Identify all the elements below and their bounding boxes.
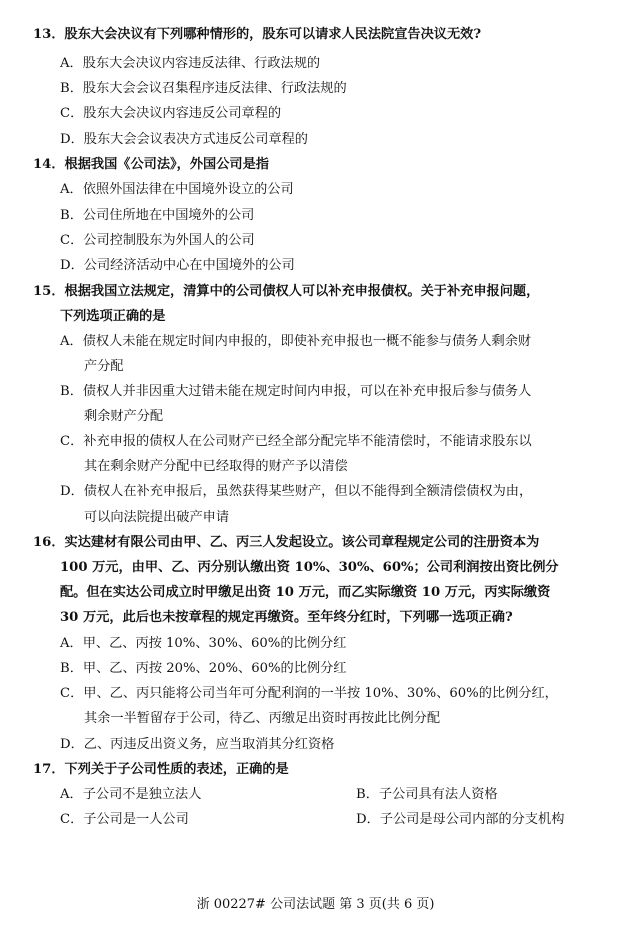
question-16-option-a: A．甲、乙、丙按 10%、30%、60%的比例分红 [60, 636, 347, 651]
question-17-option-d: D．子公司是母公司内部的分支机构 [356, 812, 565, 827]
question-17-option-a: A．子公司不是独立法人 [60, 787, 202, 802]
question-16-stem: 16．实达建材有限公司由甲、乙、丙三人发起设立。该公司章程规定公司的注册资本为 [33, 535, 540, 550]
question-16-option-d: D．乙、丙违反出资义务，应当取消其分红资格 [60, 737, 335, 752]
question-15-option-b: B．债权人并非因重大过错未能在规定时间内申报，可以在补充申报后参与债务人 [60, 384, 532, 399]
question-14-option-d: D．公司经济活动中心在中国境外的公司 [60, 258, 295, 273]
question-16-stem-cont-3: 30 万元，此后也未按章程的规定再缴资。至年终分红时，下列哪一选项正确? [60, 610, 513, 625]
question-15-option-d: D．债权人在补充申报后，虽然获得某些财产，但以不能得到全额清偿债权为由， [60, 484, 533, 499]
question-16-stem-cont-1: 100 万元，由甲、乙、丙分别认缴出资 10%、30%、60%；公司利润按出资比例分 [60, 560, 559, 575]
question-15-stem-cont: 下列选项正确的是 [60, 309, 166, 324]
question-15-option-b-cont: 剩余财产分配 [84, 409, 164, 424]
question-16-option-c-cont: 其余一半暂留存于公司，待乙、丙缴足出资时再按此比例分配 [84, 711, 441, 726]
question-14-option-b: B．公司住所地在中国境外的公司 [60, 208, 255, 223]
question-17-stem: 17．下列关于子公司性质的表述，正确的是 [33, 762, 289, 777]
question-15-option-d-cont: 可以向法院提出破产申请 [84, 510, 230, 525]
question-15-option-a: A．债权人未能在规定时间内申报的，即使补充申报也一概不能参与债务人剩余财 [60, 334, 532, 349]
question-13-stem: 13．股东大会决议有下列哪种情形的，股东可以请求人民法院宣告决议无效? [33, 27, 482, 42]
question-13-option-d: D．股东大会会议表决方式违反公司章程的 [60, 132, 308, 147]
question-14-option-c: C．公司控制股东为外国人的公司 [60, 233, 255, 248]
question-13-option-b: B．股东大会会议召集程序违反法律、行政法规的 [60, 81, 347, 96]
question-14-stem: 14．根据我国《公司法》，外国公司是指 [33, 157, 269, 172]
question-17-option-b: B．子公司具有法人资格 [356, 787, 498, 802]
question-15-option-c: C．补充申报的债权人在公司财产已经全部分配完毕不能清偿时，不能请求股东以 [60, 434, 532, 449]
question-13-option-a: A．股东大会决议内容违反法律、行政法规的 [60, 56, 321, 71]
question-14-option-a: A．依照外国法律在中国境外设立的公司 [60, 182, 294, 197]
question-16-option-b: B．甲、乙、丙按 20%、20%、60%的比例分红 [60, 661, 347, 676]
question-15-option-a-cont: 产分配 [84, 359, 124, 374]
question-15-option-c-cont: 其在剩余财产分配中已经取得的财产予以清偿 [84, 459, 348, 474]
page-footer: 浙 00227# 公司法试题 第 3 页(共 6 页) [196, 897, 435, 912]
question-13-option-c: C．股东大会决议内容违反公司章程的 [60, 106, 282, 121]
question-17-option-c: C．子公司是一人公司 [60, 812, 189, 827]
question-16-option-c: C．甲、乙、丙只能将公司当年可分配利润的一半按 10%、30%、60%的比例分红， [60, 686, 558, 701]
question-16-stem-cont-2: 配。但在实达公司成立时甲缴足出资 10 万元，而乙实际缴资 10 万元，丙实际缴资 [60, 585, 551, 600]
question-15-stem: 15．根据我国立法规定，清算中的公司债权人可以补充申报债权。关于补充申报问题， [33, 284, 540, 299]
